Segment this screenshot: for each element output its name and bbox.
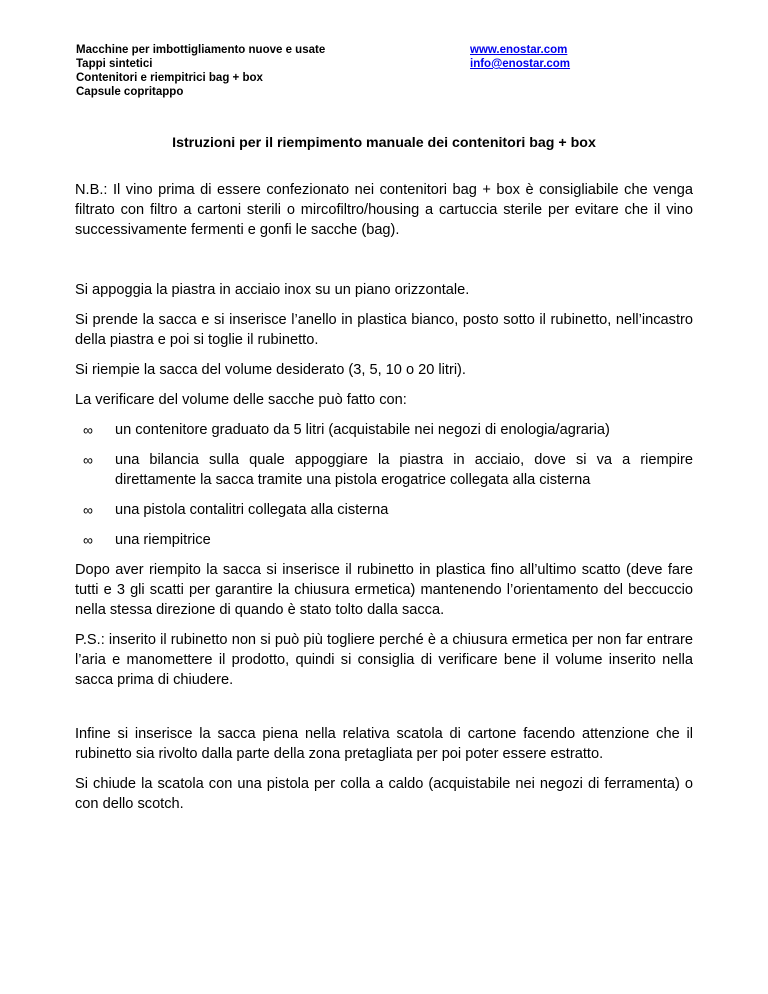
document-body <box>75 180 693 814</box>
company-header <box>76 43 325 99</box>
bullet-icon: ∞ <box>83 422 93 438</box>
paragraph: Si chiude la scatola con una pistola per colla a caldo (acquistabile nei negozi di ferramenta) o con dello scotch. <box>75 776 693 812</box>
list-item <box>75 500 693 520</box>
list-item-text: una riempitrice <box>115 532 211 548</box>
header-line: Capsule copritappo <box>76 86 184 98</box>
list-item-text: un contenitore graduato da 5 litri (acquistabile nei negozi di enologia/agraria) <box>115 422 610 438</box>
paragraph: Si appoggia la piastra in acciaio inox su un piano orizzontale. <box>75 282 470 298</box>
email-link[interactable]: info@enostar.com <box>470 58 571 70</box>
bullet-icon: ∞ <box>83 502 93 518</box>
list-item <box>75 420 693 440</box>
paragraph: Infine si inserisce la sacca piena nella relativa scatola di cartone facendo attenzione che il rubinetto sia rivolto dalla parte della zona pretagliata per poi poter essere estratto. <box>75 726 693 762</box>
contact-header <box>470 43 570 71</box>
bullet-icon: ∞ <box>83 452 93 468</box>
paragraph: Si prende la sacca e si inserisce l’anello in plastica bianco, posto sotto il rubinetto, nell’incastro della piastra e poi si toglie il rubinetto. <box>75 312 693 348</box>
list-item <box>75 530 693 550</box>
list-item <box>75 450 693 490</box>
volume-check-list <box>75 420 693 550</box>
header-line: Macchine per imbottigliamento nuove e usate <box>76 44 326 56</box>
header-line: Tappi sintetici <box>76 58 153 70</box>
nb-paragraph: N.B.: Il vino prima di essere confezionato nei contenitori bag + box è consigliabile che venga filtrato con filtro a cartoni sterili o mircofiltro/housing a cartuccia sterile per evitare che il vino successivamente fermenti e gonfi le sacche (bag). <box>75 182 693 238</box>
bullet-icon: ∞ <box>83 532 93 548</box>
paragraph: Dopo aver riempito la sacca si inserisce il rubinetto in plastica fino all’ultimo scatto (deve fare tutti e 3 gli scatti per garantire la chiusura ermetica) mantenendo l’orientamento del beccuccio nella stessa direzione di quando è stato tolto dalla sacca. <box>75 562 693 618</box>
paragraph: Si riempie la sacca del volume desiderato (3, 5, 10 o 20 litri). <box>75 362 466 378</box>
list-item-text: una bilancia sulla quale appoggiare la piastra in acciaio, dove si va a riempire direttamente la sacca tramite una pistola erogatrice collegata alla cisterna <box>115 452 693 488</box>
header-line: Contenitori e riempitrici bag + box <box>76 72 263 84</box>
website-link[interactable]: www.enostar.com <box>470 44 568 56</box>
paragraph: La verificare del volume delle sacche può fatto con: <box>75 392 407 408</box>
ps-paragraph: P.S.: inserito il rubinetto non si può più togliere perché è a chiusura ermetica per non far entrare l’aria e manomettere il prodotto, quindi si consiglia di verificare bene il volume inserito nella sacca prima di chiudere. <box>75 632 693 688</box>
page-title: Istruzioni per il riempimento manuale dei contenitori bag + box <box>172 135 596 151</box>
list-item-text: una pistola contalitri collegata alla cisterna <box>115 502 389 518</box>
